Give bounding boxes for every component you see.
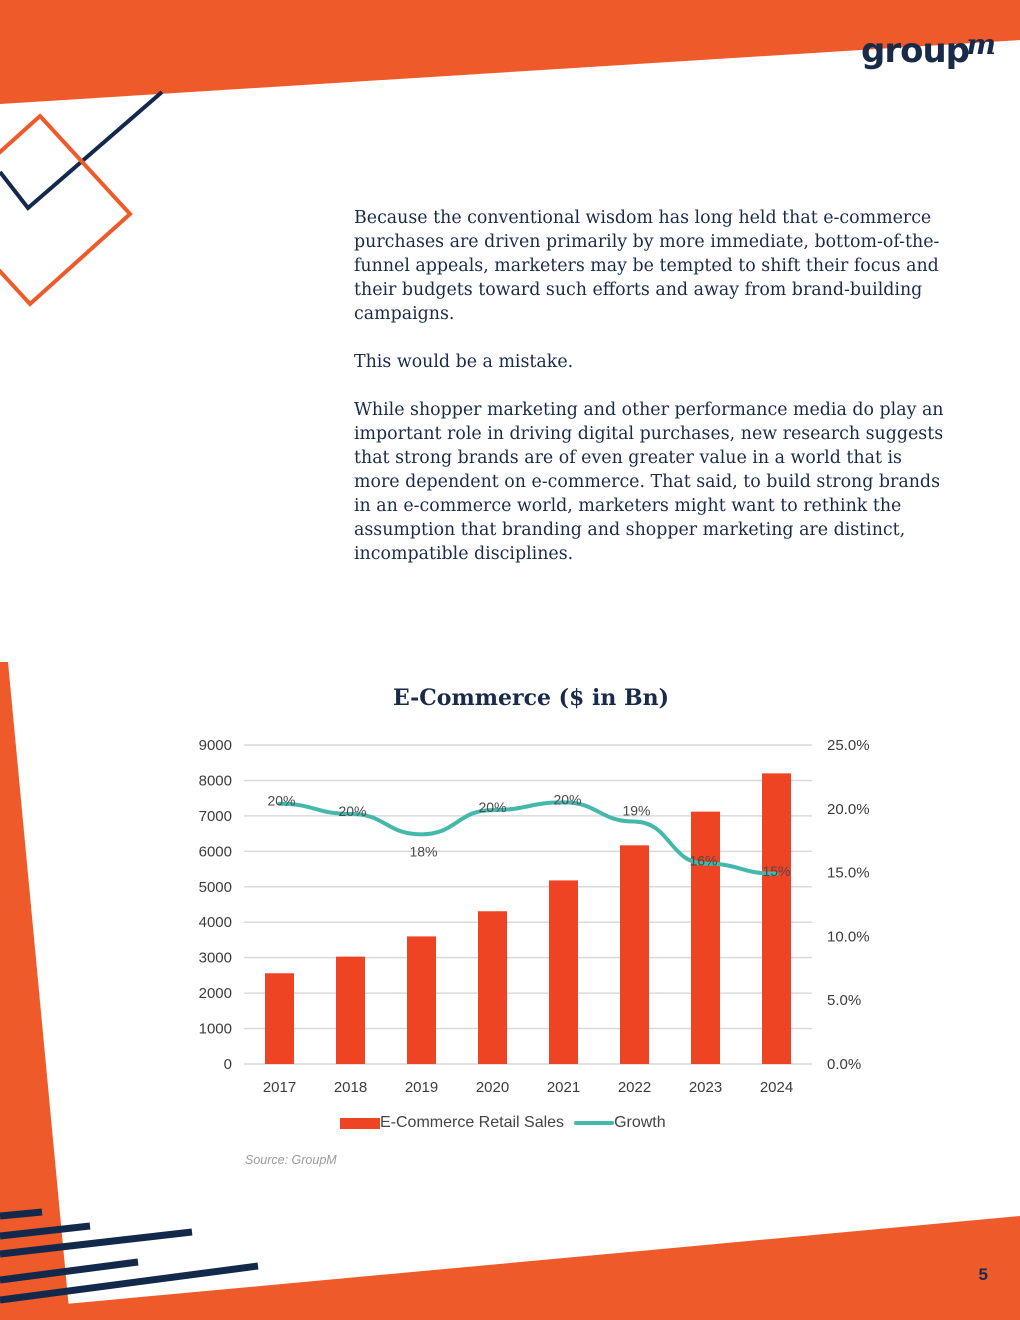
left-axis-tick-label: 6000 xyxy=(198,843,232,861)
legend-growth-label: Growth xyxy=(614,1114,666,1131)
x-axis-tick-label: 2018 xyxy=(333,1079,368,1096)
left-axis-tick-label: 4000 xyxy=(198,914,232,932)
sales-bar xyxy=(620,845,649,1064)
left-axis-tick-label: 8000 xyxy=(198,772,232,790)
x-axis-tick-label: 2023 xyxy=(688,1079,723,1096)
left-axis-tick-label: 9000 xyxy=(198,737,232,754)
left-axis-tick-label: 0 xyxy=(223,1056,232,1073)
growth-data-label: 16% xyxy=(689,852,718,869)
left-axis-tick-label: 7000 xyxy=(198,807,232,825)
left-axis-tick-label: 3000 xyxy=(198,949,232,967)
x-axis-tick-label: 2022 xyxy=(617,1079,652,1096)
left-axis-tick-label: 2000 xyxy=(198,985,232,1003)
legend-sales-label: E-Commerce Retail Sales xyxy=(380,1114,565,1131)
left-axis-ticks xyxy=(199,737,232,1073)
growth-data-label: 20% xyxy=(338,802,367,819)
body-paragraph: This would be a mistake. xyxy=(354,352,574,372)
logo-wordmark: group xyxy=(861,31,970,71)
left-axis-tick-label: 5000 xyxy=(198,878,232,896)
legend-item-sales xyxy=(340,1114,564,1132)
page-number: 5 xyxy=(978,1265,988,1284)
sales-bar xyxy=(265,973,294,1064)
body-paragraph: Because the conventional wisdom has long held that e-commerce purchases are driven primarily by more immediate, bottom-of-the-funnel appeals, marketers may be tempted to shift their focus and their budgets toward such efforts and away from brand-building campaigns. xyxy=(354,208,940,324)
body-paragraph: While shopper marketing and other performance media do play an important role in driving digital purchases, new research suggests that strong brands are of even greater value in a world that is more dependent on e-commerce. That said, to build strong brands in an e-commerce world, marketers might want to rethink the assumption that branding and shopper marketing are distinct, incompatible disciplines. xyxy=(354,400,944,564)
right-axis-ticks xyxy=(827,737,870,1073)
x-axis-ticks xyxy=(263,1079,793,1096)
growth-data-label: 15% xyxy=(762,862,791,879)
sales-bar xyxy=(691,812,720,1064)
right-axis-tick-label: 25.0% xyxy=(827,737,870,754)
growth-data-label: 18% xyxy=(409,843,438,860)
growth-data-label: 20% xyxy=(553,791,582,808)
right-axis-tick-label: 20.0% xyxy=(827,800,870,818)
chart-gridlines xyxy=(244,745,812,1064)
x-axis-tick-label: 2019 xyxy=(404,1079,439,1096)
left-axis-tick-label: 1000 xyxy=(198,1020,232,1038)
sales-bar xyxy=(762,773,791,1064)
sales-bar xyxy=(336,957,365,1064)
growth-data-label: 20% xyxy=(478,799,507,816)
chart-legend xyxy=(340,1114,666,1132)
chart-source: Source: GroupM xyxy=(245,1153,337,1167)
sales-bar xyxy=(549,880,578,1064)
x-axis-tick-label: 2017 xyxy=(262,1079,297,1096)
right-axis-tick-label: 10.0% xyxy=(827,928,870,946)
x-axis-tick-label: 2024 xyxy=(759,1079,794,1096)
legend-line-swatch xyxy=(574,1121,614,1125)
chart-title: E-Commerce ($ in Bn) xyxy=(392,685,670,711)
growth-data-label: 20% xyxy=(267,792,296,809)
logo-superscript: m xyxy=(966,28,996,61)
sales-bar xyxy=(478,911,507,1064)
right-axis-tick-label: 15.0% xyxy=(827,864,870,882)
x-axis-tick-label: 2021 xyxy=(546,1079,581,1096)
legend-bar-swatch xyxy=(340,1118,380,1129)
right-axis-tick-label: 0.0% xyxy=(827,1056,862,1073)
legend-item-growth xyxy=(574,1114,666,1132)
x-axis-tick-label: 2020 xyxy=(475,1079,510,1096)
sales-bar xyxy=(407,936,436,1064)
growth-data-label: 19% xyxy=(622,802,651,819)
right-axis-tick-label: 5.0% xyxy=(827,992,862,1010)
